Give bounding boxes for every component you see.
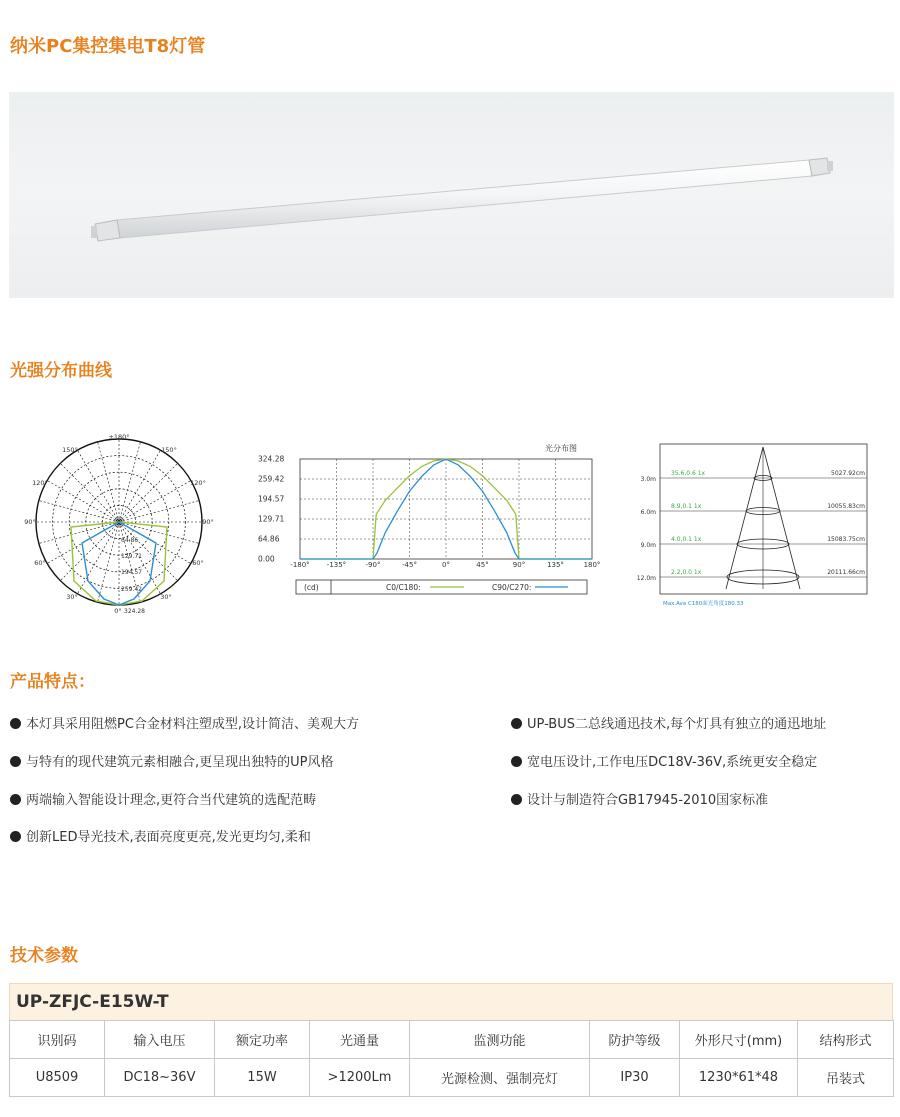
- x-tick-label: 180°: [583, 561, 601, 569]
- y-tick-label: 324.28: [258, 454, 285, 464]
- feature-right-3: 设计与制造符合GB17945-2010国家标准: [511, 789, 768, 808]
- t8-tube-image: [9, 92, 894, 298]
- y-tick-label: 194.57: [258, 494, 285, 504]
- feature-left-2: 与特有的现代建筑元素相融合,更呈现出独特的UP风格: [10, 751, 334, 770]
- spec-value-row: [10, 1059, 894, 1097]
- illuminance-cone-chart: [630, 443, 875, 613]
- polar-chart: [18, 431, 218, 621]
- spec-header-cell: 结构形式: [798, 1021, 894, 1059]
- light-distribution-title: 光强分布曲线: [10, 361, 112, 381]
- polar-label-top: ±180°: [108, 433, 130, 441]
- legend-c0: C0/C180:: [386, 583, 421, 592]
- spec-value-cell: U8509: [10, 1059, 105, 1097]
- polar-label-bottom: 0°: [114, 607, 122, 615]
- polar-radial-label-2: 129.71: [121, 553, 142, 560]
- bullet-icon: [511, 718, 522, 729]
- line-chart-grid: [300, 459, 592, 559]
- feature-right-1: UP-BUS二总线通迅技术,每个灯具有独立的通迅地址: [511, 713, 826, 732]
- spec-value-cell: DC18~36V: [105, 1059, 215, 1097]
- feature-left-1: 本灯具采用阻燃PC合金材料注塑成型,设计简洁、美观大方: [10, 713, 359, 732]
- polar-label-150-left: 150°: [62, 446, 78, 454]
- x-tick-label: 90°: [512, 561, 526, 569]
- feature-left-3: 两端输入智能设计理念,更符合当代建筑的选配范畴: [10, 789, 316, 808]
- spec-value-cell: >1200Lm: [310, 1059, 410, 1097]
- polar-radial-label-4: 259.42: [121, 586, 142, 593]
- polar-label-60-right: 60°: [192, 559, 204, 567]
- cone-diameter-3: 15083.75cm: [827, 536, 865, 543]
- cone-lux-4: 2.2,0.0 1x: [671, 569, 702, 576]
- cone-diameter-4: 20111.66cm: [827, 569, 865, 576]
- cone-diameter-2: 10055.83cm: [827, 503, 865, 510]
- polar-radial-label-1: 64.86: [121, 537, 139, 544]
- x-tick-label: 0°: [442, 561, 450, 569]
- spec-value-cell: 1230*61*48: [680, 1059, 798, 1097]
- spec-header-row: [10, 1021, 894, 1059]
- spec-header-cell: 额定功率: [215, 1021, 310, 1059]
- spec-table-wrap: [9, 983, 893, 1097]
- legend-c90: C90/C270:: [492, 583, 532, 592]
- polar-label-60-left: 60°: [34, 559, 46, 567]
- cone-distance-3: 9.0m: [640, 542, 656, 549]
- feature-right-2: 宽电压设计,工作电压DC18V-36V,系统更安全稳定: [511, 751, 817, 770]
- x-tick-label: -135°: [326, 561, 347, 569]
- y-tick-label: 259.42: [258, 474, 285, 484]
- spec-header-cell: 识别码: [10, 1021, 105, 1059]
- bullet-icon: [10, 794, 21, 805]
- x-tick-label: 135°: [547, 561, 564, 569]
- x-tick-label: -180°: [290, 561, 310, 569]
- y-tick-label: 129.71: [258, 514, 285, 524]
- polar-radial-label-3: 194.57: [121, 569, 142, 576]
- cone-distance-2: 6.0m: [640, 509, 656, 516]
- line-chart-legend: [296, 580, 587, 594]
- polar-radial-label-5: 324.28: [124, 608, 145, 615]
- x-tick-label: 45°: [476, 561, 489, 569]
- polar-label-30-right: 30°: [160, 593, 172, 601]
- spec-header-cell: 防护等级: [590, 1021, 680, 1059]
- chart-title: 光分布图: [545, 444, 577, 453]
- line-chart-y-labels: [258, 455, 284, 564]
- polar-label-120-left: 120°: [32, 479, 48, 487]
- tech-params-title: 技术参数: [10, 946, 78, 966]
- bullet-icon: [10, 718, 21, 729]
- cone-distance-1: 3.0m: [640, 476, 656, 483]
- polar-label-30-left: 30°: [66, 593, 78, 601]
- bullet-icon: [511, 756, 522, 767]
- cone-lux-3: 4.0,0.1 1x: [671, 536, 702, 543]
- light-distribution-line-chart: [256, 439, 601, 599]
- spec-header-cell: 输入电压: [105, 1021, 215, 1059]
- spec-value-cell: IP30: [590, 1059, 680, 1097]
- features-list: [0, 705, 900, 865]
- bullet-icon: [10, 831, 21, 842]
- feature-left-4: 创新LED导光技术,表面亮度更亮,发光更均匀,柔和: [10, 826, 311, 845]
- polar-label-120-right: 120°: [190, 479, 206, 487]
- line-chart-x-labels: [290, 561, 600, 569]
- features-title: 产品特点：: [10, 672, 95, 692]
- page-title: 纳米PC集控集电T8灯管: [10, 36, 206, 57]
- polar-label-90-left: 90°: [24, 518, 36, 526]
- spec-value-cell: 吊装式: [798, 1059, 894, 1097]
- cone-lux-2: 8.9,0.1 1x: [671, 503, 702, 510]
- spec-value-cell: 15W: [215, 1059, 310, 1097]
- spec-table: [9, 1020, 894, 1097]
- product-photo: [9, 92, 894, 298]
- light-distribution-charts: [0, 425, 900, 620]
- spec-header-cell: 监测功能: [410, 1021, 590, 1059]
- spec-header-cell: 外形尺寸(mm): [680, 1021, 798, 1059]
- spec-value-cell: 光源检测、强制亮灯: [410, 1059, 590, 1097]
- y-tick-label: 64.86: [258, 534, 280, 544]
- chart-unit: (cd): [304, 583, 319, 592]
- cone-lux-1: 35.6,0.6 1x: [671, 470, 706, 477]
- cone-diameter-1: 5027.92cm: [831, 470, 865, 477]
- x-tick-label: -90°: [365, 561, 381, 569]
- cone-footer: Max.Ave C180面光角度180.33: [663, 601, 744, 607]
- x-tick-label: -45°: [402, 561, 417, 569]
- bullet-icon: [511, 794, 522, 805]
- bullet-icon: [10, 756, 21, 767]
- polar-label-150-right: 150°: [161, 446, 177, 454]
- polar-label-90-right: 90°: [202, 518, 214, 526]
- cone-distance-4: 12.0m: [636, 575, 656, 582]
- model-name: UP-ZFJC-E15W-T: [9, 983, 893, 1020]
- spec-header-cell: 光通量: [310, 1021, 410, 1059]
- y-tick-label: 0.00: [258, 554, 275, 564]
